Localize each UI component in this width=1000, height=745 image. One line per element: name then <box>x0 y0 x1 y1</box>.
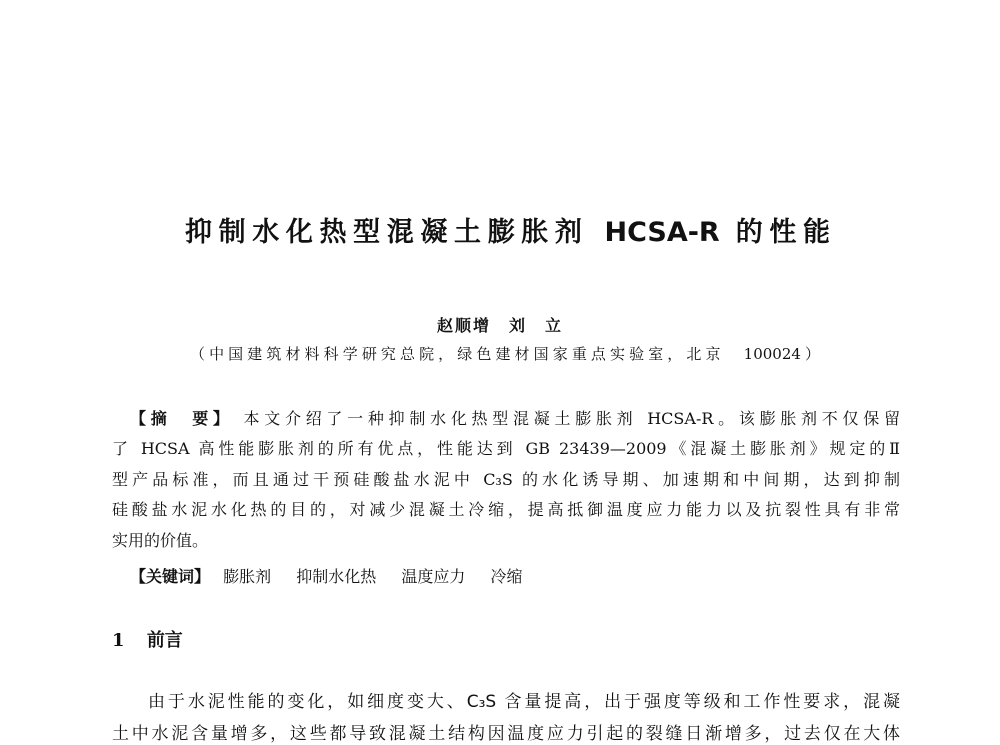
abstract-line: 硅酸盐水泥水化热的目的，对减少混凝土冷缩，提高抵御温度应力能力以及抗裂性具有非常 <box>112 500 900 519</box>
section-heading <box>112 626 183 652</box>
section-title: 前言 <box>146 630 183 651</box>
keyword: 冷缩 <box>490 567 523 586</box>
abstract-line: 型产品标准，而且通过干预硅酸盐水泥中 C₃S 的水化诱导期、加速期和中间期，达到抑制 <box>112 470 900 489</box>
keyword: 温度应力 <box>401 567 466 586</box>
affiliation: （中国建筑材料科学研究总院，绿色建材国家重点实验室，北京 100024） <box>190 345 820 363</box>
paragraph-line: 由于水泥性能的变化，如细度变大、C₃S 含量提高，出于强度等级和工作性要求，混凝 <box>148 692 900 711</box>
abstract-line <box>130 406 900 430</box>
abstract-label: 【摘 要】 <box>130 409 234 428</box>
authors: 赵顺增 刘 立 <box>436 316 563 335</box>
abstract-text: 本文介绍了一种抑制水化热型混凝土膨胀剂 HCSA-R。该膨胀剂不仅保留 <box>243 409 900 428</box>
keyword: 抑制水化热 <box>296 567 377 586</box>
paragraph-line: 土中水泥含量增多，这些都导致混凝土结构因温度应力引起的裂缝日渐增多，过去仅在大体 <box>112 724 900 743</box>
keywords-label: 【关键词】 <box>130 567 211 586</box>
keywords <box>130 564 542 587</box>
paper-title: 抑制水化热型混凝土膨胀剂 HCSA-R 的性能 <box>185 217 830 248</box>
abstract-line: 实用的价值。 <box>112 531 209 550</box>
section-number: 1 <box>112 630 125 651</box>
keyword: 膨胀剂 <box>223 567 272 586</box>
abstract-line: 了 HCSA 高性能膨胀剂的所有优点，性能达到 GB 23439—2009《混凝土膨胀剂》规定的Ⅱ <box>112 439 900 458</box>
